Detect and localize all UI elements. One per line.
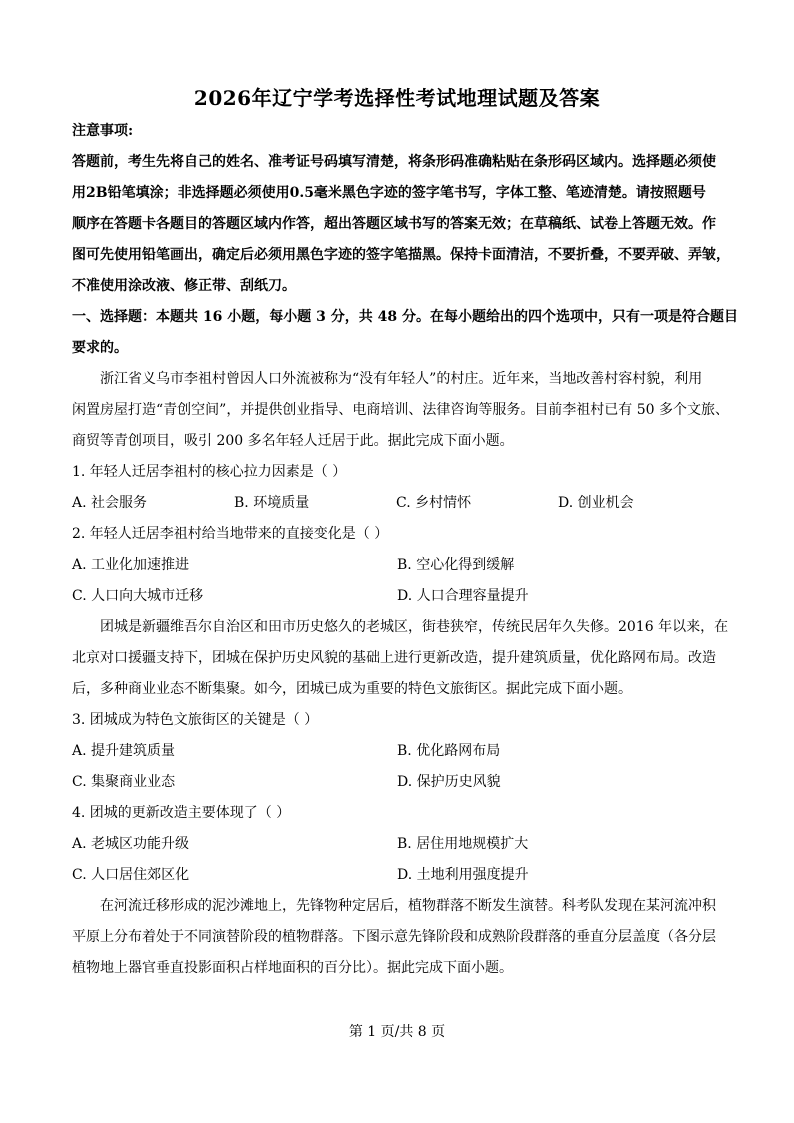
page-number: 第 1 页/共 8 页 (348, 1024, 446, 1040)
document-body (72, 116, 738, 984)
passage-line: 浙江省义乌市李祖村曾因人口外流被称为“没有年轻人”的村庄。近年来，当地改善村容村貌，利用 (100, 371, 703, 387)
option-c: C. 乡村情怀 (396, 495, 472, 511)
option-d: D. 创业机会 (558, 495, 634, 511)
passage-line: 团城是新疆维吾尔自治区和田市历史悠久的老城区，街巷狭窄，传统民居年久失修。2016 年以来，在 (100, 619, 729, 635)
passage-1 (72, 364, 730, 457)
passage-line: 北京对口援疆支持下，团城在保护历史风貌的基础上进行更新改造，提升建筑质量，优化路网布局。改造 (72, 650, 716, 666)
option-b: B. 居住用地规模扩大 (397, 836, 529, 852)
option-a: A. 提升建筑质量 (72, 743, 176, 759)
option-d: D. 人口合理容量提升 (397, 588, 529, 604)
option-a: A. 社会服务 (72, 495, 148, 511)
question-4 (72, 798, 722, 891)
passage-line: 植物地上器官垂直投影面积占样地面积的百分比）。据此完成下面小题。 (72, 960, 513, 976)
page-title: 2026年辽宁学考选择性考试地理试题及答案 (193, 86, 601, 110)
option-b: B. 空心化得到缓解 (397, 557, 515, 573)
notice-line: 不准使用涂改液、修正带、刮纸刀。 (72, 278, 296, 294)
notice-heading: 注意事项: (72, 123, 134, 139)
option-b: B. 环境质量 (234, 495, 310, 511)
notice-line: 答题前，考生先将自己的姓名、准考证号码填写清楚，将条形码准确粘贴在条形码区域内。选择题必须使 (72, 154, 716, 170)
option-row (72, 581, 722, 612)
question-stem: 4. 团城的更新改造主要体现了（ ） (72, 805, 291, 821)
question-2 (72, 519, 722, 612)
section-heading-line: 要求的。 (72, 340, 128, 356)
option-row (72, 860, 722, 891)
section-heading (72, 302, 738, 364)
option-row (72, 829, 722, 860)
option-row (72, 550, 722, 581)
passage-line: 闲置房屋打造“青创空间”，并提供创业指导、电商培训、法律咨询等服务。目前李祖村已有 50 多个文旅、 (72, 402, 730, 418)
passage-line: 商贸等青创项目，吸引 200 多名年轻人迁居于此。据此完成下面小题。 (72, 433, 514, 449)
notice-line: 顺序在答题卡各题目的答题区域内作答，超出答题区域书写的答案无效；在草稿纸、试卷上答题无效。作 (72, 216, 716, 232)
option-row (72, 767, 722, 798)
question-3 (72, 705, 722, 798)
option-c: C. 人口居住郊区化 (72, 867, 190, 883)
question-1 (72, 457, 722, 519)
passage-3 (72, 891, 722, 984)
passage-line: 在河流迁移形成的泥沙滩地上，先锋物种定居后，植物群落不断发生演替。科考队发现在某河流冲积 (100, 898, 716, 914)
option-c: C. 人口向大城市迁移 (72, 588, 204, 604)
notice-block (72, 147, 730, 302)
section-heading-line: 一、选择题：本题共 16 小题，每小题 3 分，共 48 分。在每小题给出的四个选项中，只有一项是符合题目 (72, 309, 738, 325)
notice-line: 图可先使用铅笔画出，确定后必须用黑色字迹的签字笔描黑。保持卡面清洁，不要折叠，不要弄破、弄皱， (72, 247, 730, 263)
passage-line: 平原上分布着处于不同演替阶段的植物群落。下图示意先锋阶段和成熟阶段群落的垂直分层盖度（各分层 (72, 929, 716, 945)
question-stem: 1. 年轻人迁居李祖村的核心拉力因素是（ ） (72, 464, 347, 480)
notice-line: 用2B铅笔填涂；非选择题必须使用0.5毫米黑色字迹的签字笔书写，字体工整、笔迹清楚。请按照题号 (72, 185, 706, 201)
passage-line: 后，多种商业业态不断集聚。如今，团城已成为重要的特色文旅街区。据此完成下面小题。 (72, 681, 632, 697)
option-a: A. 老城区功能升级 (72, 836, 190, 852)
passage-2 (72, 612, 729, 705)
option-c: C. 集聚商业业态 (72, 774, 176, 790)
option-d: D. 土地利用强度提升 (397, 867, 529, 883)
question-stem: 3. 团城成为特色文旅街区的关键是（ ） (72, 712, 319, 728)
option-row (72, 488, 722, 519)
option-d: D. 保护历史风貌 (397, 774, 501, 790)
option-a: A. 工业化加速推进 (72, 557, 190, 573)
question-stem: 2. 年轻人迁居李祖村给当地带来的直接变化是（ ） (72, 526, 389, 542)
option-row (72, 736, 722, 767)
option-b: B. 优化路网布局 (397, 743, 501, 759)
